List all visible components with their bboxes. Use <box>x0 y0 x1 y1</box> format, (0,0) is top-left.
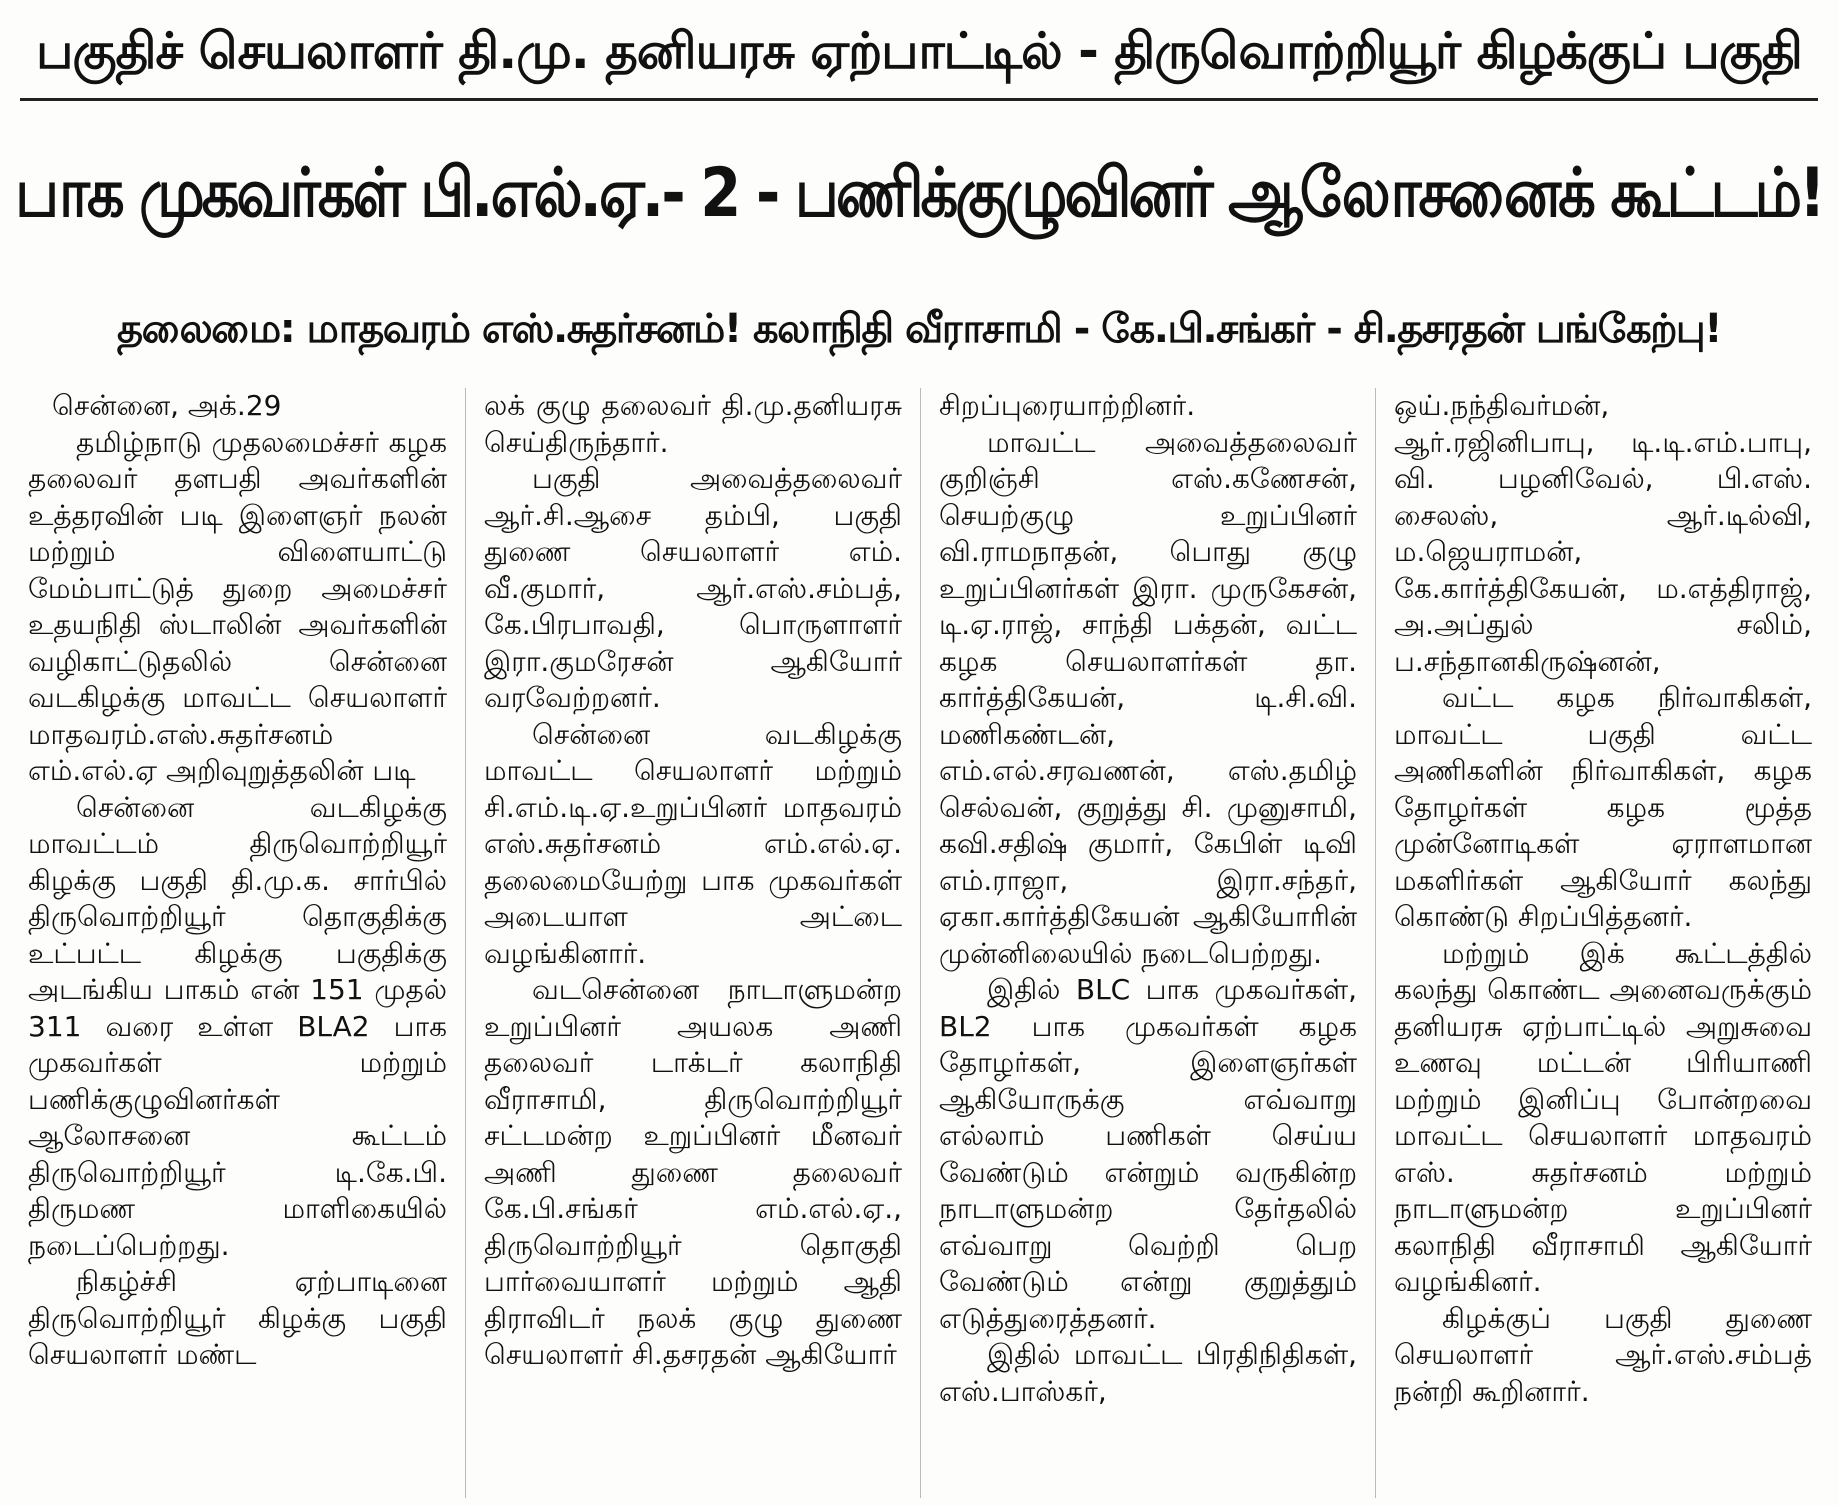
paragraph: சென்னை வடகிழக்கு மாவட்டம் திருவொற்றியூர் கிழக்கு பகுதி தி.மு.க. சார்பில் திருவொற்றியூர் தொகுதிக்கு உட்பட்ட கிழக்கு பகுதிக்கு அடங்கிய பாகம் என் 151 முதல் 311 வரை உள்ள BLA2 பாக முகவர்கள் மற்றும் பணிக்குழுவினர்கள் ஆலோசனை கூட்டம் திருவொற்றியூர் டி.கே.பி. திருமண மாளிகையில் நடைப்பெற்றது. <box>28 790 447 1262</box>
dateline: சென்னை, அக்.29 <box>52 389 282 422</box>
paragraph: சிறப்புரையாற்றினர். <box>939 389 1196 422</box>
kicker-rule <box>20 98 1818 101</box>
article-column-2 <box>465 388 920 1498</box>
article-column-4 <box>1375 388 1830 1498</box>
paragraph: சென்னை வடகிழக்கு மாவட்ட செயலாளர் மற்றும் சி.எம்.டி.ஏ.உறுப்பினர் மாதவரம் எஸ்.சுதர்சனம் எம்.எல்.ஏ. தலைமையேற்று பாக முகவர்கள் அடையாள அட்டை வழங்கினார். <box>484 717 902 970</box>
paragraph: இதில் BLC பாக முகவர்கள், BL2 பாக முகவர்கள் கழக தோழர்கள், இளைஞர்கள் ஆகியோருக்கு எவ்வாறு எல்லாம் பணிகள் செய்ய வேண்டும் என்றும் வருகின்ற நாடாளுமன்ற தேர்தலில் எவ்வாறு வெற்றி பெற வேண்டும் என்று குறுத்தும் எடுத்துரைத்தனர். <box>939 973 1357 1335</box>
article-column-1 <box>10 388 465 1498</box>
headline: பாக முகவர்கள் பி.எல்.ஏ.- 2 - பணிக்குழுவினர் ஆலோசனைக் கூட்டம்! <box>15 152 1823 233</box>
paragraph: ஒய்.நந்திவர்மன், ஆர்.ரஜினிபாபு, டி.டி.எம்.பாபு, வி. பழனிவேல், பி.எஸ். சைலஸ், ஆர்.டில்வி, ம.ஜெயராமன், கே.கார்த்திகேயன், ம.எத்திராஜ், அ.அப்துல் சலிம், ப.சந்தானகிருஷ்னன், <box>1394 389 1812 678</box>
deck-subheadline: தலைமை: மாதவரம் எஸ்.சுதர்சனம்! கலாநிதி வீராசாமி - கே.பி.சங்கர் - சி.தசரதன் பங்கேற்பு! <box>117 306 1721 352</box>
paragraph: தமிழ்நாடு முதலமைச்சர் கழக தலைவர் தளபதி அவர்களின் உத்தரவின் படி இளைஞர் நலன் மற்றும் விளையாட்டு மேம்பாட்டுத் துறை அமைச்சர் உதயநிதி ஸ்டாலின் அவர்களின் வழிகாட்டுதலில் சென்னை வடகிழக்கு மாவட்ட செயலாளர் மாதவரம்.எஸ்.சுதர்சனம் எம்.எல்.ஏ அறிவுறுத்தலின் படி <box>28 425 447 787</box>
paragraph: நிகழ்ச்சி ஏற்பாடினை திருவொற்றியூர் கிழக்கு பகுதி செயலாளர் மண்ட <box>28 1265 447 1371</box>
paragraph: மற்றும் இக் கூட்டத்தில் கலந்து கொண்ட அனைவருக்கும் தனியரசு ஏற்பாட்டில் அறுசுவை உணவு மட்டன் பிரியாணி மற்றும் இனிப்பு போன்றவை மாவட்ட செயலாளர் மாதவரம் எஸ். சுதர்சனம் மற்றும் நாடாளுமன்ற உறுப்பினர் கலாநிதி வீராசாமி ஆகியோர் வழங்கினர். <box>1394 936 1812 1298</box>
paragraph: கிழக்குப் பகுதி துணை செயலாளர் ஆர்.எஸ்.சம்பத் நன்றி கூறினார். <box>1394 1301 1812 1408</box>
kicker-line: பகுதிச் செயலாளர் தி.மு. தனியரசு ஏற்பாட்டில் - திருவொற்றியூர் கிழக்குப் பகுதி <box>36 22 1802 80</box>
paragraph: பகுதி அவைத்தலைவர் ஆர்.சி.ஆசை தம்பி, பகுதி துணை செயலாளர் எம். வீ.குமார், ஆர்.எஸ்.சம்பத், கே.பிரபாவதி, பொருளாளர் இரா.குமரேசன் ஆகியோர் வரவேற்றனர். <box>484 462 902 714</box>
article-column-3 <box>920 388 1375 1498</box>
paragraph: இதில் மாவட்ட பிரதிநிதிகள், எஸ்.பாஸ்கர், <box>939 1338 1357 1408</box>
paragraph: மாவட்ட அவைத்தலைவர் குறிஞ்சி எஸ்.கணேசன், செயற்குழு உறுப்பினர் வி.ராமநாதன், பொது குழு உறுப்பினர்கள் இரா. முருகேசன், டி.ஏ.ராஜ், சாந்தி பக்தன், வட்ட கழக செயலாளர்கள் தா. கார்த்திகேயன், டி.சி.வி. மணிகண்டன், எம்.எல்.சரவணன், எஸ்.தமிழ் செல்வன், குறுத்து சி. முனுசாமி, கவி.சதிஷ் குமார், கேபிள் டிவி எம்.ராஜா, இரா.சந்தர், ஏகா.கார்த்திகேயன் ஆகியோரின் முன்னிலையில் நடைபெற்றது. <box>939 425 1357 970</box>
paragraph: வடசென்னை நாடாளுமன்ற உறுப்பினர் அயலக அணி தலைவர் டாக்டர் கலாநிதி வீராசாமி, திருவொற்றியூர் சட்டமன்ற உறுப்பினர் மீனவர் அணி துணை தலைவர் கே.பி.சங்கர் எம்.எல்.ஏ., திருவொற்றியூர் தொகுதி பார்வையாளர் மற்றும் ஆதி திராவிடர் நலக் குழு துணை செயலாளர் சி.தசரதன் ஆகியோர் <box>484 973 902 1371</box>
article-body <box>10 388 1828 1498</box>
paragraph: லக் குழு தலைவர் தி.மு.தனியரசு செய்திருந்தார். <box>484 389 902 459</box>
paragraph: வட்ட கழக நிர்வாகிகள், மாவட்ட பகுதி வட்ட அணிகளின் நிர்வாகிகள், கழக தோழர்கள் கழக மூத்த முன்னோடிகள் ஏராளமான மகளிர்கள் ஆகியோர் கலந்து கொண்டு சிறப்பித்தனர். <box>1394 681 1812 933</box>
